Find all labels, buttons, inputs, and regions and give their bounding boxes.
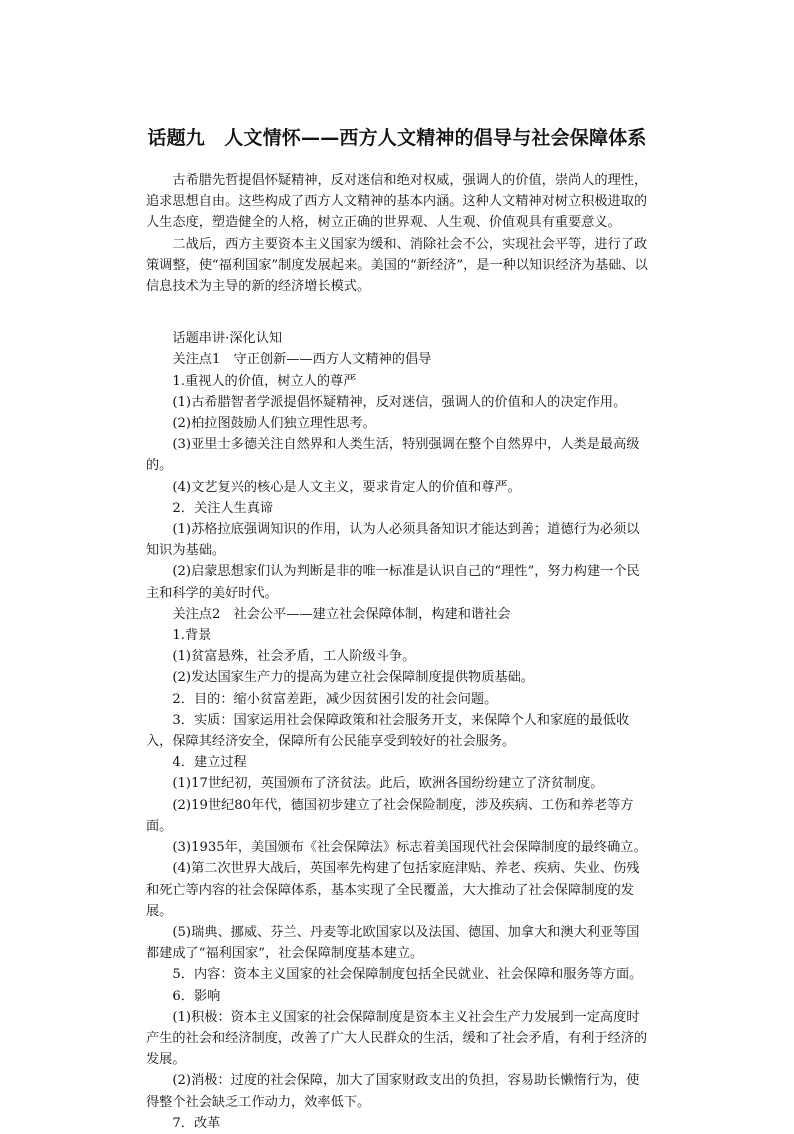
list-item: 7．改革: [172, 1115, 221, 1131]
focus-point-heading: 关注点1 守正创新——西方人文精神的倡导: [172, 352, 432, 368]
list-item: 6．影响: [172, 988, 221, 1004]
list-item: (1)积极：资本主义国家的社会保障制度是资本主义社会生产力发展到一定高度时产生的社会和经济制度，改善了广大人民群众的生活，缓和了社会矛盾，有利于经济的发展。: [146, 1009, 648, 1068]
list-item: (3)1935年，美国颁布《社会保障法》标志着美国现代社会保障制度的最终确立。: [172, 840, 647, 856]
list-item: 5．内容：资本主义国家的社会保障制度包括全民就业、社会保障和服务等方面。: [172, 967, 643, 983]
intro-paragraph: 古希腊先哲提倡怀疑精神，反对迷信和绝对权威，强调人的价值，崇尚人的理性，追求思想自由。这些构成了西方人文精神的基本内涵。这种人文精神对树立积极进取的人生态度，塑造健全的人格，树立正确的世界观、人生观、价值观具有重要意义。: [146, 173, 648, 231]
list-item: 4．建立过程: [172, 755, 247, 771]
page-title: 话题九 人文情怀——西方人文精神的倡导与社会保障体系: [147, 127, 647, 149]
list-item: 2．关注人生真谛: [172, 500, 274, 516]
list-item: (2)消极：过度的社会保障，加大了国家财政支出的负担，容易助长懒惰行为，使得整个社会缺乏工作动力，效率低下。: [146, 1073, 640, 1110]
list-item: (2)启蒙思想家们认为判断是非的唯一标准是认识自己的“理性”，努力构建一个民主和科学的美好时代。: [146, 564, 640, 601]
intro-paragraph: 二战后，西方主要资本主义国家为缓和、消除社会不公，实现社会平等，进行了政策调整，使“福利国家”制度发展起来。美国的“新经济”，是一种以知识经济为基础、以信息技术为主导的新的经济增长模式。: [146, 236, 648, 295]
list-item: (1)苏格拉底强调知识的作用，认为人必须具备知识才能达到善；道德行为必须以知识为基础。: [146, 522, 640, 559]
list-item: 3．实质：国家运用社会保障政策和社会服务开支，来保障个人和家庭的最低收入，保障其经济安全，保障所有公民能享受到较好的社会服务。: [146, 712, 630, 750]
list-item: 1.重视人的价值，树立人的尊严: [172, 373, 357, 389]
list-item: (5)瑞典、挪威、芬兰、丹麦等北欧国家以及法国、德国、加拿大和澳大利亚等国都建成了“福利国家”，社会保障制度基本建立。: [146, 924, 640, 962]
list-item: (2)发达国家生产力的提高为建立社会保障制度提供物质基础。: [172, 670, 534, 686]
list-item: 1.背景: [172, 628, 212, 644]
list-item: (1)贫富悬殊，社会矛盾，工人阶级斗争。: [172, 649, 416, 665]
document-body: [146, 170, 650, 1134]
list-item: (4)文艺复兴的核心是人文主义，要求肯定人的价值和尊严。: [172, 479, 521, 495]
list-item: (2)柏拉图鼓励人们独立理性思考。: [172, 416, 376, 432]
list-item: (1)17世纪初，英国颁布了济贫法。此后，欧洲各国纷纷建立了济贫制度。: [172, 776, 604, 792]
list-item: (1)古希腊智者学派提倡怀疑精神，反对迷信，强调人的价值和人的决定作用。: [172, 394, 627, 410]
list-item: (4)第二次世界大战后，英国率先构建了包括家庭津贴、养老、疾病、失业、伤残和死亡等内容的社会保障体系，基本实现了全民覆盖，大大推动了社会保障制度的发展。: [146, 861, 640, 919]
list-item: (2)19世纪80年代，德国初步建立了社会保险制度，涉及疾病、工伤和养老等方面。: [146, 797, 634, 834]
section-header: 话题串讲·深化认知: [172, 331, 283, 347]
list-item: (3)亚里士多德关注自然界和人类生活，特别强调在整个自然界中，人类是最高级的。: [146, 437, 640, 474]
list-item: 2．目的：缩小贫富差距，减少因贫困引发的社会问题。: [172, 691, 498, 707]
focus-point-heading: 关注点2 社会公平——建立社会保障体制，构建和谐社会: [172, 606, 511, 622]
